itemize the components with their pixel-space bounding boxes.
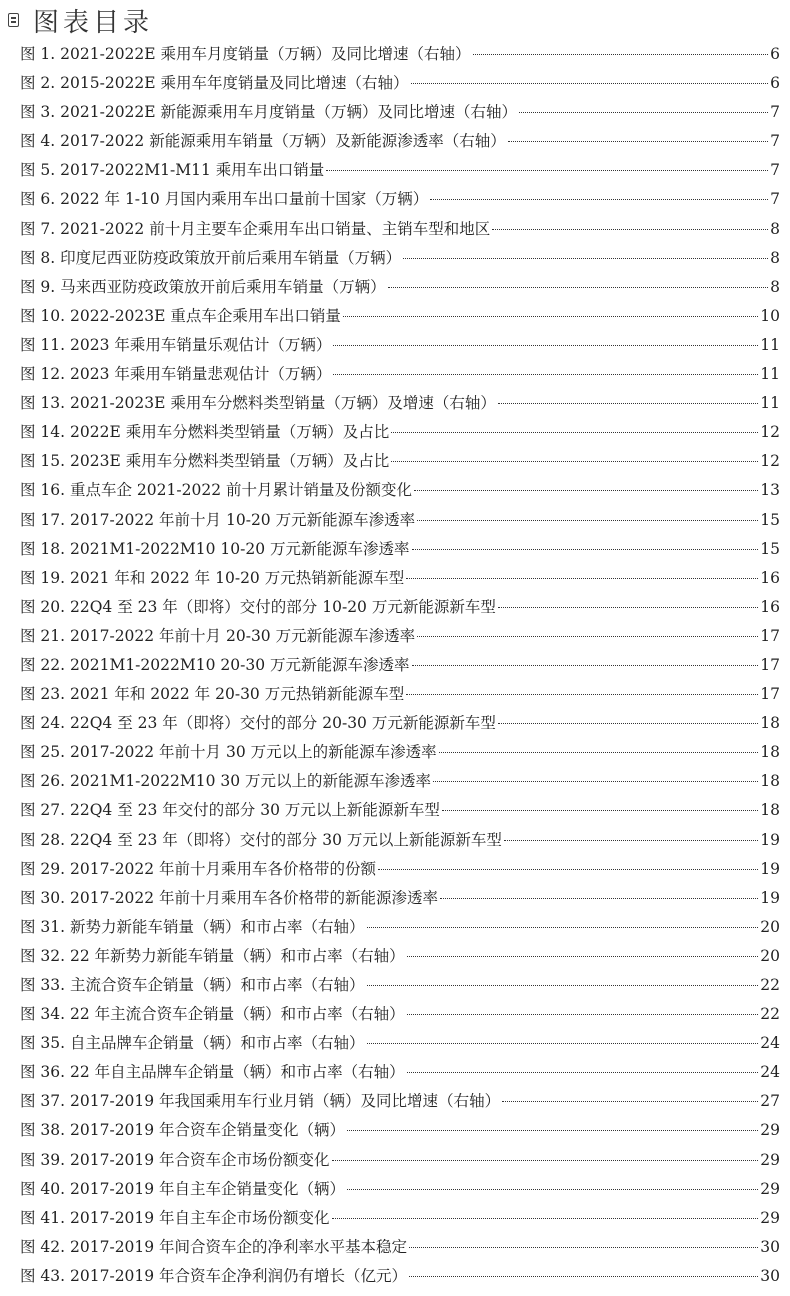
toc-entry[interactable] — [20, 913, 780, 942]
dot-leader — [417, 520, 758, 521]
toc-header — [8, 2, 153, 38]
document-icon — [8, 13, 19, 27]
toc-entry[interactable] — [20, 680, 780, 709]
dot-leader — [347, 1189, 758, 1190]
toc-entry-label[interactable]: 图 27. 22Q4 至 23 年交付的部分 30 万元以上新能源新车型 — [20, 801, 440, 820]
toc-entry[interactable] — [20, 273, 780, 302]
toc-entry-page[interactable]: 8 — [770, 219, 780, 238]
toc-entry-label[interactable]: 图 41. 2017-2019 年自主车企市场份额变化 — [20, 1208, 330, 1227]
toc-entry-label[interactable]: 图 14. 2022E 乘用车分燃料类型销量（万辆）及占比 — [20, 423, 390, 442]
toc-entry-label[interactable]: 图 21. 2017-2022 年前十月 20-30 万元新能源车渗透率 — [20, 626, 416, 645]
dot-leader — [502, 1101, 758, 1102]
toc-entry-label[interactable]: 图 35. 自主品牌车企销量（辆）和市占率（右轴） — [20, 1034, 365, 1053]
dot-leader — [439, 752, 759, 753]
toc-entry[interactable] — [20, 651, 780, 680]
dot-leader — [333, 374, 758, 375]
toc-entry-page[interactable]: 19 — [760, 859, 780, 878]
toc-entry-label[interactable]: 图 22. 2021M1-2022M10 20-30 万元新能源车渗透率 — [20, 655, 410, 674]
dot-leader — [498, 403, 758, 404]
toc-entry[interactable] — [20, 593, 780, 622]
toc-entry-label[interactable]: 图 32. 22 年新势力新能车销量（辆）和市占率（右轴） — [20, 946, 405, 965]
toc-entry-page[interactable]: 27 — [760, 1092, 780, 1111]
toc-entry-label[interactable]: 图 5. 2017-2022M1-M11 乘用车出口销量 — [20, 161, 325, 180]
dot-leader — [333, 345, 758, 346]
toc-entry[interactable] — [20, 709, 780, 738]
toc-entry-page[interactable]: 6 — [770, 45, 780, 63]
dot-leader — [430, 199, 768, 200]
toc-entry-label[interactable]: 图 2. 2015-2022E 乘用车年度销量及同比增速（右轴） — [20, 74, 409, 93]
toc-entry-label[interactable]: 图 26. 2021M1-2022M10 30 万元以上的新能源车渗透率 — [20, 772, 432, 791]
toc-entry[interactable] — [20, 244, 780, 273]
dot-leader — [367, 1043, 759, 1044]
dot-leader — [411, 83, 769, 84]
toc-entry[interactable] — [20, 447, 780, 476]
toc-entry-label[interactable]: 图 7. 2021-2022 前十月主要车企乘用车出口销量、主销车型和地区 — [20, 219, 491, 238]
toc-entry[interactable] — [20, 535, 780, 564]
toc-entry-page[interactable]: 30 — [760, 1266, 780, 1285]
dot-leader — [414, 490, 758, 491]
toc-entry[interactable] — [20, 302, 780, 331]
toc-entry-page[interactable]: 20 — [760, 946, 780, 965]
toc-entry-label[interactable]: 图 11. 2023 年乘用车销量乐观估计（万辆） — [20, 335, 332, 354]
toc-entry-page[interactable]: 22 — [760, 1005, 780, 1024]
toc-entry-page[interactable]: 12 — [760, 452, 780, 471]
toc-entry-page[interactable]: 29 — [760, 1179, 780, 1198]
toc-entry-page[interactable]: 17 — [760, 655, 780, 674]
dot-leader — [403, 258, 768, 259]
toc-entry-label[interactable]: 图 40. 2017-2019 年自主车企销量变化（辆） — [20, 1179, 346, 1198]
dot-leader — [498, 723, 758, 724]
toc-entry[interactable] — [20, 1116, 780, 1145]
toc-entry-label[interactable]: 图 1. 2021-2022E 乘用车月度销量（万辆）及同比增速（右轴） — [20, 45, 471, 63]
toc-entry-page[interactable]: 29 — [760, 1121, 780, 1140]
toc-entry-label[interactable]: 图 20. 22Q4 至 23 年（即将）交付的部分 10-20 万元新能源新车型 — [20, 597, 496, 616]
toc-entry[interactable] — [20, 1058, 780, 1087]
toc-entry[interactable] — [20, 506, 780, 535]
toc-entry-page[interactable]: 11 — [760, 365, 780, 384]
toc-entry[interactable] — [20, 884, 780, 913]
toc-entry-page[interactable]: 24 — [760, 1034, 780, 1053]
toc-entry-label[interactable]: 图 37. 2017-2019 年我国乘用车行业月销（辆）及同比增速（右轴） — [20, 1092, 501, 1111]
toc-entry[interactable] — [20, 476, 780, 505]
dot-leader — [406, 578, 758, 579]
toc-entry-label[interactable]: 图 24. 22Q4 至 23 年（即将）交付的部分 20-30 万元新能源新车型 — [20, 714, 496, 733]
toc-entry-page[interactable]: 13 — [760, 481, 780, 500]
dot-leader — [388, 287, 768, 288]
dot-leader — [409, 1247, 758, 1248]
dot-leader — [504, 840, 758, 841]
dot-leader — [498, 607, 758, 608]
toc-entry[interactable] — [20, 40, 780, 69]
toc-entry-label[interactable]: 图 10. 2022-2023E 重点车企乘用车出口销量 — [20, 306, 341, 325]
dot-leader — [412, 665, 759, 666]
toc-entry-page[interactable]: 16 — [760, 597, 780, 616]
dot-leader — [407, 1014, 759, 1015]
toc-entry-label[interactable]: 图 18. 2021M1-2022M10 10-20 万元新能源车渗透率 — [20, 539, 410, 558]
toc-entry-page[interactable]: 7 — [770, 161, 780, 180]
toc-entry-page[interactable]: 18 — [760, 714, 780, 733]
toc-entry[interactable] — [20, 1000, 780, 1029]
toc-entry-page[interactable]: 11 — [760, 394, 780, 413]
toc-entry[interactable] — [20, 855, 780, 884]
toc-entry-label[interactable]: 图 28. 22Q4 至 23 年（即将）交付的部分 30 万元以上新能源新车型 — [20, 830, 502, 849]
toc-entry[interactable] — [20, 127, 780, 156]
dot-leader — [367, 927, 759, 928]
toc-entry[interactable] — [20, 69, 780, 98]
dot-leader — [492, 229, 768, 230]
toc-entry[interactable] — [20, 738, 780, 767]
toc-entry-label[interactable]: 图 23. 2021 年和 2022 年 20-30 万元热销新能源车型 — [20, 685, 405, 704]
dot-leader — [391, 461, 758, 462]
toc-entry[interactable] — [20, 98, 780, 127]
toc-entry-page[interactable]: 7 — [770, 190, 780, 209]
toc-entry-page[interactable]: 7 — [770, 132, 780, 151]
toc-entry-label[interactable]: 图 15. 2023E 乘用车分燃料类型销量（万辆）及占比 — [20, 452, 390, 471]
dot-leader — [378, 869, 758, 870]
toc-entry-page[interactable]: 17 — [760, 626, 780, 645]
toc-entry-label[interactable]: 图 34. 22 年主流合资车企销量（辆）和市占率（右轴） — [20, 1005, 405, 1024]
toc-entry-page[interactable]: 8 — [770, 248, 780, 267]
toc-entry-label[interactable]: 图 3. 2021-2022E 新能源乘用车月度销量（万辆）及同比增速（右轴） — [20, 103, 518, 122]
toc-title: 图表目录 — [33, 7, 154, 38]
toc-entry-label[interactable]: 图 12. 2023 年乘用车销量悲观估计（万辆） — [20, 365, 332, 384]
figure-list — [20, 40, 780, 1291]
toc-entry[interactable] — [20, 215, 780, 244]
dot-leader — [326, 170, 768, 171]
toc-entry[interactable] — [20, 418, 780, 447]
toc-entry-label[interactable]: 图 9. 马来西亚防疫政策放开前后乘用车销量（万辆） — [20, 277, 386, 296]
toc-entry[interactable] — [20, 331, 780, 360]
toc-entry-label[interactable]: 图 4. 2017-2022 新能源乘用车销量（万辆）及新能源渗透率（右轴） — [20, 132, 506, 151]
toc-entry[interactable] — [20, 796, 780, 825]
toc-entry-page[interactable]: 8 — [770, 277, 780, 296]
toc-entry-page[interactable]: 24 — [760, 1063, 780, 1082]
toc-entry[interactable] — [20, 942, 780, 971]
dot-leader — [473, 54, 769, 55]
toc-entry-label[interactable]: 图 17. 2017-2022 年前十月 10-20 万元新能源车渗透率 — [20, 510, 416, 529]
toc-entry[interactable] — [20, 826, 780, 855]
dot-leader — [347, 1130, 758, 1131]
toc-entry-page[interactable]: 17 — [760, 685, 780, 704]
dot-leader — [440, 898, 758, 899]
toc-entry-label[interactable]: 图 31. 新势力新能车销量（辆）和市占率（右轴） — [20, 917, 365, 936]
toc-entry[interactable] — [20, 1204, 780, 1233]
toc-entry-label[interactable]: 图 39. 2017-2019 年合资车企市场份额变化 — [20, 1150, 330, 1169]
toc-entry-page[interactable]: 12 — [760, 423, 780, 442]
toc-entry-page[interactable]: 7 — [770, 103, 780, 122]
dot-leader — [519, 112, 768, 113]
dot-leader — [406, 694, 758, 695]
toc-entry-label[interactable]: 图 30. 2017-2022 年前十月乘用车各价格带的新能源渗透率 — [20, 888, 439, 907]
toc-entry-label[interactable]: 图 16. 重点车企 2021-2022 前十月累计销量及份额变化 — [20, 481, 412, 500]
toc-entry[interactable] — [20, 360, 780, 389]
dot-leader — [332, 1218, 759, 1219]
toc-entry-page[interactable]: 15 — [760, 539, 780, 558]
toc-entry-page[interactable]: 29 — [760, 1208, 780, 1227]
toc-entry-page[interactable]: 18 — [760, 772, 780, 791]
toc-entry-page[interactable]: 10 — [760, 306, 780, 325]
toc-entry-page[interactable]: 6 — [770, 74, 780, 93]
toc-entry-page[interactable]: 30 — [760, 1237, 780, 1256]
dot-leader — [409, 1276, 758, 1277]
toc-entry-label[interactable]: 图 19. 2021 年和 2022 年 10-20 万元热销新能源车型 — [20, 568, 405, 587]
toc-entry-page[interactable]: 18 — [760, 743, 780, 762]
toc-entry-label[interactable]: 图 6. 2022 年 1-10 月国内乘用车出口量前十国家（万辆） — [20, 190, 429, 209]
toc-entry-page[interactable]: 20 — [760, 917, 780, 936]
dot-leader — [332, 1160, 759, 1161]
dot-leader — [433, 781, 758, 782]
dot-leader — [407, 1072, 759, 1073]
toc-entry-label[interactable]: 图 8. 印度尼西亚防疫政策放开前后乘用车销量（万辆） — [20, 248, 402, 267]
dot-leader — [407, 956, 759, 957]
toc-entry[interactable] — [20, 622, 780, 651]
dot-leader — [391, 432, 758, 433]
toc-entry-label[interactable]: 图 36. 22 年自主品牌车企销量（辆）和市占率（右轴） — [20, 1063, 405, 1082]
toc-entry-page[interactable]: 16 — [760, 568, 780, 587]
toc-entry-label[interactable]: 图 38. 2017-2019 年合资车企销量变化（辆） — [20, 1121, 346, 1140]
toc-entry-page[interactable]: 19 — [760, 830, 780, 849]
toc-entry[interactable] — [20, 767, 780, 796]
toc-entry[interactable] — [20, 564, 780, 593]
toc-entry-label[interactable]: 图 43. 2017-2019 年合资车企净利润仍有增长（亿元） — [20, 1266, 408, 1285]
toc-entry-label[interactable]: 图 42. 2017-2019 年间合资车企的净利率水平基本稳定 — [20, 1237, 408, 1256]
toc-entry[interactable] — [20, 1233, 780, 1262]
toc-entry-page[interactable]: 22 — [760, 976, 780, 994]
dot-leader — [417, 636, 758, 637]
toc-entry[interactable] — [20, 1087, 780, 1116]
dot-leader — [412, 549, 759, 550]
toc-entry[interactable] — [20, 156, 780, 185]
toc-entry[interactable] — [20, 971, 780, 1000]
toc-entry[interactable] — [20, 1175, 780, 1204]
dot-leader — [367, 985, 759, 986]
dot-leader — [343, 316, 758, 317]
toc-entry[interactable] — [20, 185, 780, 214]
toc-entry-page[interactable]: 19 — [760, 888, 780, 907]
toc-entry-page[interactable]: 15 — [760, 510, 780, 529]
toc-entry-label[interactable]: 图 13. 2021-2023E 乘用车分燃料类型销量（万辆）及增速（右轴） — [20, 394, 496, 413]
toc-entry-label[interactable]: 图 25. 2017-2022 年前十月 30 万元以上的新能源车渗透率 — [20, 743, 437, 762]
toc-entry-label[interactable]: 图 33. 主流合资车企销量（辆）和市占率（右轴） — [20, 976, 365, 994]
toc-entry[interactable] — [20, 1146, 780, 1175]
toc-entry-page[interactable]: 18 — [760, 801, 780, 820]
toc-entry-page[interactable]: 29 — [760, 1150, 780, 1169]
dot-leader — [442, 810, 758, 811]
toc-entry-label[interactable]: 图 29. 2017-2022 年前十月乘用车各价格带的份额 — [20, 859, 377, 878]
toc-entry[interactable] — [20, 1029, 780, 1058]
toc-entry[interactable] — [20, 1262, 780, 1291]
toc-entry-page[interactable]: 11 — [760, 335, 780, 354]
toc-entry[interactable] — [20, 389, 780, 418]
dot-leader — [508, 141, 768, 142]
